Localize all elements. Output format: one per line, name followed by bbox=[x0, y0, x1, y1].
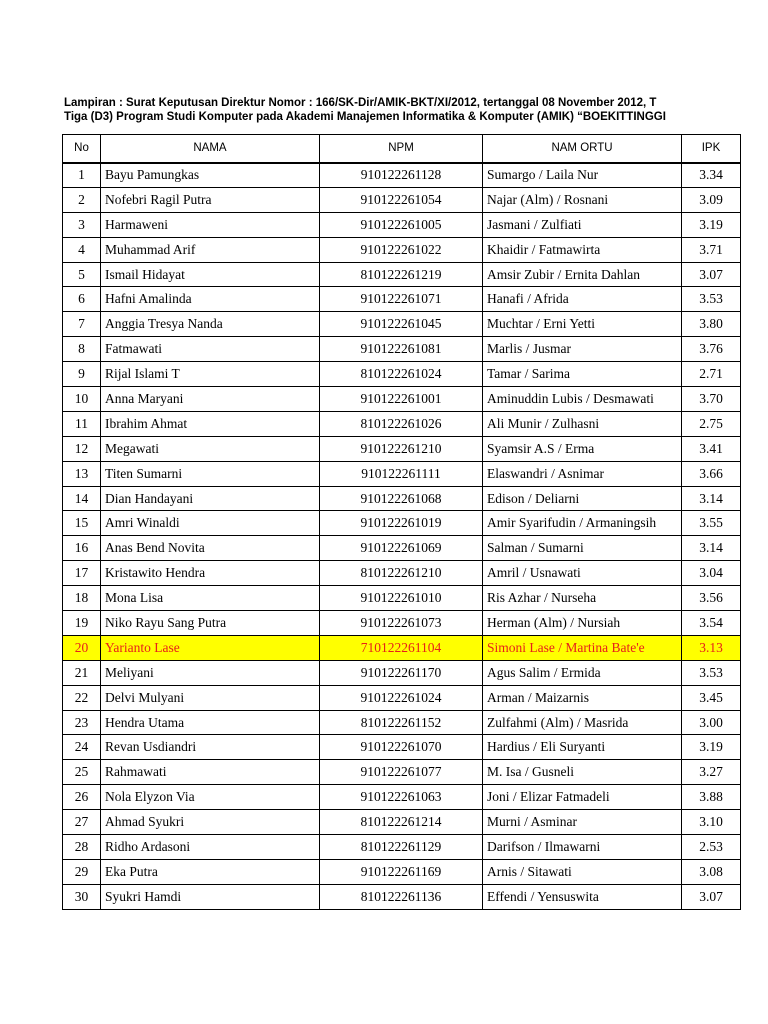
table-row bbox=[63, 387, 741, 412]
table-row bbox=[63, 337, 741, 362]
cell-npm: 910122261054 bbox=[320, 187, 483, 212]
cell-nam-ortu: Jasmani / Zulfiati bbox=[483, 212, 682, 237]
cell-ipk: 3.07 bbox=[682, 262, 741, 287]
cell-nama: Harmaweni bbox=[101, 212, 320, 237]
cell-no: 27 bbox=[63, 810, 101, 835]
cell-npm: 810122261026 bbox=[320, 411, 483, 436]
table-row bbox=[63, 710, 741, 735]
cell-ipk: 3.08 bbox=[682, 859, 741, 884]
table-row bbox=[63, 262, 741, 287]
cell-npm: 910122261045 bbox=[320, 312, 483, 337]
table-row bbox=[63, 810, 741, 835]
cell-nama: Dian Handayani bbox=[101, 486, 320, 511]
cell-nama: Fatmawati bbox=[101, 337, 320, 362]
cell-no: 16 bbox=[63, 536, 101, 561]
cell-ipk: 3.53 bbox=[682, 660, 741, 685]
cell-npm: 810122261219 bbox=[320, 262, 483, 287]
cell-nam-ortu: Tamar / Sarima bbox=[483, 362, 682, 387]
cell-ipk: 3.41 bbox=[682, 436, 741, 461]
cell-npm: 910122261073 bbox=[320, 611, 483, 636]
cell-npm: 910122261070 bbox=[320, 735, 483, 760]
cell-no: 12 bbox=[63, 436, 101, 461]
cell-ipk: 3.07 bbox=[682, 884, 741, 909]
cell-nama: Niko Rayu Sang Putra bbox=[101, 611, 320, 636]
cell-no: 26 bbox=[63, 785, 101, 810]
cell-nama: Ridho Ardasoni bbox=[101, 835, 320, 860]
table-row bbox=[63, 660, 741, 685]
cell-nam-ortu: Ris Azhar / Nurseha bbox=[483, 586, 682, 611]
cell-nama: Delvi Mulyani bbox=[101, 685, 320, 710]
cell-nam-ortu: Arnis / Sitawati bbox=[483, 859, 682, 884]
table-row bbox=[63, 312, 741, 337]
cell-nam-ortu: Muchtar / Erni Yetti bbox=[483, 312, 682, 337]
cell-ipk: 3.54 bbox=[682, 611, 741, 636]
cell-npm: 910122261068 bbox=[320, 486, 483, 511]
table-row bbox=[63, 561, 741, 586]
cell-nam-ortu: Sumargo / Laila Nur bbox=[483, 163, 682, 188]
cell-nam-ortu: Hardius / Eli Suryanti bbox=[483, 735, 682, 760]
cell-ipk: 3.34 bbox=[682, 163, 741, 188]
cell-no: 1 bbox=[63, 163, 101, 188]
cell-npm: 810122261136 bbox=[320, 884, 483, 909]
cell-nama: Hendra Utama bbox=[101, 710, 320, 735]
cell-ipk: 3.88 bbox=[682, 785, 741, 810]
cell-no: 29 bbox=[63, 859, 101, 884]
cell-no: 14 bbox=[63, 486, 101, 511]
cell-ipk: 3.14 bbox=[682, 536, 741, 561]
cell-nama: Eka Putra bbox=[101, 859, 320, 884]
cell-no: 18 bbox=[63, 586, 101, 611]
cell-nam-ortu: Herman (Alm) / Nursiah bbox=[483, 611, 682, 636]
cell-nama: Kristawito Hendra bbox=[101, 561, 320, 586]
cell-npm: 910122261111 bbox=[320, 461, 483, 486]
table-row bbox=[63, 735, 741, 760]
header-line-1: Lampiran : Surat Keputusan Direktur Nomor : 166/SK-Dir/AMIK-BKT/XI/2012, tertanggal 08 November 2012, T bbox=[64, 97, 657, 109]
table-row bbox=[63, 611, 741, 636]
table-row bbox=[63, 785, 741, 810]
cell-ipk: 3.19 bbox=[682, 212, 741, 237]
cell-no: 4 bbox=[63, 237, 101, 262]
cell-npm: 910122261024 bbox=[320, 685, 483, 710]
cell-ipk: 2.71 bbox=[682, 362, 741, 387]
cell-ipk: 3.04 bbox=[682, 561, 741, 586]
cell-no: 25 bbox=[63, 760, 101, 785]
column-header-ipk: IPK bbox=[682, 135, 741, 163]
cell-nama: Muhammad Arif bbox=[101, 237, 320, 262]
cell-nam-ortu: Aminuddin Lubis / Desmawati bbox=[483, 387, 682, 412]
cell-nam-ortu: Edison / Deliarni bbox=[483, 486, 682, 511]
cell-npm: 910122261077 bbox=[320, 760, 483, 785]
cell-ipk: 3.76 bbox=[682, 337, 741, 362]
cell-nama: Anna Maryani bbox=[101, 387, 320, 412]
cell-ipk: 2.53 bbox=[682, 835, 741, 860]
cell-nama: Ahmad Syukri bbox=[101, 810, 320, 835]
cell-npm: 910122261170 bbox=[320, 660, 483, 685]
cell-nama: Revan Usdiandri bbox=[101, 735, 320, 760]
cell-npm: 910122261081 bbox=[320, 337, 483, 362]
cell-npm: 910122261063 bbox=[320, 785, 483, 810]
cell-npm: 910122261071 bbox=[320, 287, 483, 312]
cell-no: 8 bbox=[63, 337, 101, 362]
cell-ipk: 3.00 bbox=[682, 710, 741, 735]
table-row bbox=[63, 436, 741, 461]
cell-ipk: 3.27 bbox=[682, 760, 741, 785]
cell-ipk: 3.13 bbox=[682, 635, 741, 660]
cell-nama: Rahmawati bbox=[101, 760, 320, 785]
cell-nam-ortu: Joni / Elizar Fatmadeli bbox=[483, 785, 682, 810]
cell-nama: Mona Lisa bbox=[101, 586, 320, 611]
table-row bbox=[63, 859, 741, 884]
table-row bbox=[63, 212, 741, 237]
cell-ipk: 3.09 bbox=[682, 187, 741, 212]
cell-nam-ortu: Agus Salim / Ermida bbox=[483, 660, 682, 685]
cell-npm: 810122261152 bbox=[320, 710, 483, 735]
cell-no: 21 bbox=[63, 660, 101, 685]
cell-nama: Megawati bbox=[101, 436, 320, 461]
cell-nama: Syukri Hamdi bbox=[101, 884, 320, 909]
cell-npm: 910122261169 bbox=[320, 859, 483, 884]
table-row bbox=[63, 163, 741, 188]
table-row bbox=[63, 461, 741, 486]
cell-no: 3 bbox=[63, 212, 101, 237]
cell-ipk: 3.71 bbox=[682, 237, 741, 262]
cell-no: 28 bbox=[63, 835, 101, 860]
table-row bbox=[63, 835, 741, 860]
table-row bbox=[63, 586, 741, 611]
cell-no: 13 bbox=[63, 461, 101, 486]
table-row bbox=[63, 511, 741, 536]
cell-no: 19 bbox=[63, 611, 101, 636]
cell-nama: Hafni Amalinda bbox=[101, 287, 320, 312]
cell-nam-ortu: Marlis / Jusmar bbox=[483, 337, 682, 362]
cell-no: 6 bbox=[63, 287, 101, 312]
cell-npm: 910122261001 bbox=[320, 387, 483, 412]
table-row bbox=[63, 362, 741, 387]
cell-nam-ortu: Syamsir A.S / Erma bbox=[483, 436, 682, 461]
header-line-2: Tiga (D3) Program Studi Komputer pada Akademi Manajemen Informatika & Komputer (AMIK) “BOEKITTINGGI bbox=[64, 111, 666, 123]
student-table bbox=[62, 134, 741, 910]
cell-nama: Ibrahim Ahmat bbox=[101, 411, 320, 436]
column-header-no: No bbox=[63, 135, 101, 163]
cell-no: 30 bbox=[63, 884, 101, 909]
cell-npm: 810122261210 bbox=[320, 561, 483, 586]
cell-nama: Yarianto Lase bbox=[101, 635, 320, 660]
column-header-nama: NAMA bbox=[101, 135, 320, 163]
cell-nam-ortu: Ali Munir / Zulhasni bbox=[483, 411, 682, 436]
table-row bbox=[63, 486, 741, 511]
table-row bbox=[63, 287, 741, 312]
cell-ipk: 2.75 bbox=[682, 411, 741, 436]
cell-nama: Anggia Tresya Nanda bbox=[101, 312, 320, 337]
table-row bbox=[63, 536, 741, 561]
cell-no: 15 bbox=[63, 511, 101, 536]
cell-ipk: 3.80 bbox=[682, 312, 741, 337]
cell-nama: Meliyani bbox=[101, 660, 320, 685]
cell-nam-ortu: Arman / Maizarnis bbox=[483, 685, 682, 710]
cell-no: 11 bbox=[63, 411, 101, 436]
cell-no: 24 bbox=[63, 735, 101, 760]
cell-no: 9 bbox=[63, 362, 101, 387]
cell-npm: 710122261104 bbox=[320, 635, 483, 660]
cell-no: 17 bbox=[63, 561, 101, 586]
cell-no: 20 bbox=[63, 635, 101, 660]
cell-ipk: 3.66 bbox=[682, 461, 741, 486]
cell-npm: 910122261069 bbox=[320, 536, 483, 561]
cell-ipk: 3.70 bbox=[682, 387, 741, 412]
table-row bbox=[63, 760, 741, 785]
cell-nam-ortu: Darifson / Ilmawarni bbox=[483, 835, 682, 860]
cell-nam-ortu: Amril / Usnawati bbox=[483, 561, 682, 586]
cell-ipk: 3.19 bbox=[682, 735, 741, 760]
cell-npm: 910122261022 bbox=[320, 237, 483, 262]
cell-nama: Nofebri Ragil Putra bbox=[101, 187, 320, 212]
cell-nam-ortu: Murni / Asminar bbox=[483, 810, 682, 835]
column-header-nam-ortu: NAM ORTU bbox=[483, 135, 682, 163]
cell-no: 7 bbox=[63, 312, 101, 337]
cell-no: 2 bbox=[63, 187, 101, 212]
table-row bbox=[63, 411, 741, 436]
cell-nam-ortu: Hanafi / Afrida bbox=[483, 287, 682, 312]
cell-ipk: 3.56 bbox=[682, 586, 741, 611]
cell-npm: 810122261214 bbox=[320, 810, 483, 835]
cell-nam-ortu: Najar (Alm) / Rosnani bbox=[483, 187, 682, 212]
cell-nam-ortu: Effendi / Yensuswita bbox=[483, 884, 682, 909]
table-row bbox=[63, 884, 741, 909]
cell-ipk: 3.10 bbox=[682, 810, 741, 835]
cell-nam-ortu: Salman / Sumarni bbox=[483, 536, 682, 561]
cell-nama: Rijal Islami T bbox=[101, 362, 320, 387]
cell-nam-ortu: Amsir Zubir / Ernita Dahlan bbox=[483, 262, 682, 287]
cell-nam-ortu: Elaswandri / Asnimar bbox=[483, 461, 682, 486]
cell-npm: 910122261210 bbox=[320, 436, 483, 461]
document-header bbox=[64, 96, 768, 124]
cell-nama: Bayu Pamungkas bbox=[101, 163, 320, 188]
cell-no: 22 bbox=[63, 685, 101, 710]
cell-nam-ortu: M. Isa / Gusneli bbox=[483, 760, 682, 785]
cell-npm: 810122261024 bbox=[320, 362, 483, 387]
cell-nama: Nola Elyzon Via bbox=[101, 785, 320, 810]
table-header-row bbox=[63, 135, 741, 163]
cell-no: 23 bbox=[63, 710, 101, 735]
cell-nama: Amri Winaldi bbox=[101, 511, 320, 536]
cell-nam-ortu: Simoni Lase / Martina Bate'e bbox=[483, 635, 682, 660]
cell-nama: Ismail Hidayat bbox=[101, 262, 320, 287]
column-header-npm: NPM bbox=[320, 135, 483, 163]
cell-nama: Anas Bend Novita bbox=[101, 536, 320, 561]
cell-npm: 910122261010 bbox=[320, 586, 483, 611]
cell-nam-ortu: Amir Syarifudin / Armaningsih bbox=[483, 511, 682, 536]
cell-nam-ortu: Zulfahmi (Alm) / Masrida bbox=[483, 710, 682, 735]
cell-npm: 910122261128 bbox=[320, 163, 483, 188]
table-body bbox=[63, 163, 741, 910]
cell-npm: 810122261129 bbox=[320, 835, 483, 860]
table-row bbox=[63, 237, 741, 262]
cell-npm: 910122261019 bbox=[320, 511, 483, 536]
cell-ipk: 3.55 bbox=[682, 511, 741, 536]
table-row bbox=[63, 187, 741, 212]
cell-npm: 910122261005 bbox=[320, 212, 483, 237]
table-row-highlighted bbox=[63, 635, 741, 660]
table-row bbox=[63, 685, 741, 710]
cell-ipk: 3.53 bbox=[682, 287, 741, 312]
cell-ipk: 3.14 bbox=[682, 486, 741, 511]
cell-no: 10 bbox=[63, 387, 101, 412]
cell-nam-ortu: Khaidir / Fatmawirta bbox=[483, 237, 682, 262]
cell-no: 5 bbox=[63, 262, 101, 287]
cell-ipk: 3.45 bbox=[682, 685, 741, 710]
cell-nama: Titen Sumarni bbox=[101, 461, 320, 486]
